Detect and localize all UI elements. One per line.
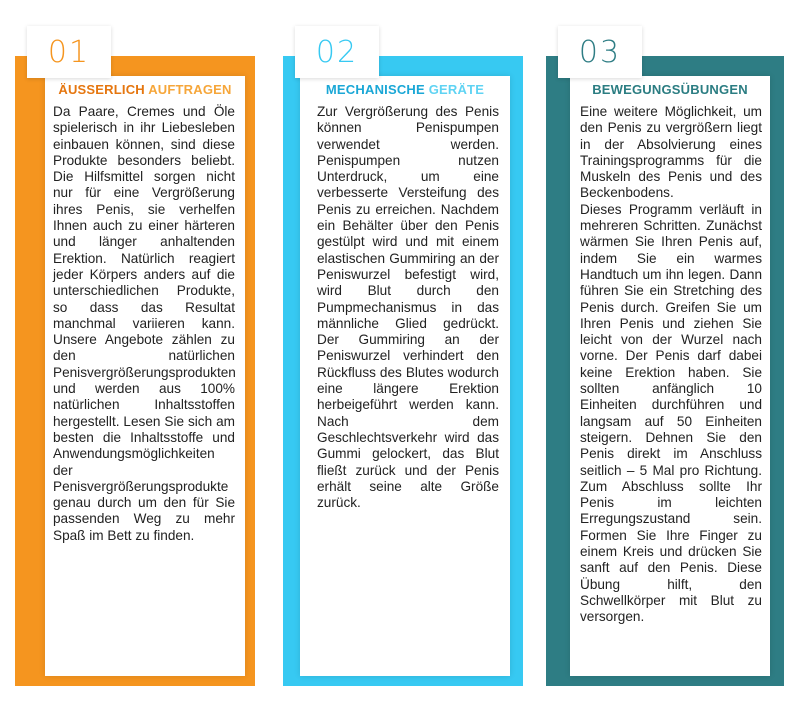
card-1-title xyxy=(45,82,245,97)
card-1-text: Da Paare, Cremes und Öle spielerisch in ihr Liebesleben einbauen können, sind diese Produkte besonders beliebt. Die Hilfsmittel sorgen nicht nur für eine Vergrößerung ihres Penis, sie verhelfen Ihnen auch zu einer härteren und länger anhaltenden Erektion. Natürlich reagiert jeder Körpers anders auf die unterschiedlichen Produkte, so dass das Resultat manchmal variieren kann. Unsere Angebote zählen zu den natürlichen Penisvergrößerungsprodukten und werden aus 100% natürlichen Inhaltsstoffen hergestellt. Lesen Sie sich am besten die Inhaltsstoffe und Anwendungsmöglichkeiten der Penisvergrößerungsprodukte genau durch um den für Sie passenden Weg zu mehr Spaß im Bett zu finden. xyxy=(53,104,236,543)
card-2-title-b: GERÄTE xyxy=(428,82,485,97)
card-3-title xyxy=(570,82,770,97)
card-2-text: Zur Vergrößerung des Penis können Penispumpen verwendet werden. Penispumpen nutzen Unterdruck, um eine verbesserte Versteifung des Penis zu erreichen. Nachdem ein Behälter über den Penis gestülpt wird und mit einem elastischen Gummiring an der Peniswurzel befestigt wird, wird Blut durch den Pumpmechanismus in das männliche Glied gedrückt. Der Gummiring an der Peniswurzel verhindert den Rückfluss des Blutes wodurch eine längere Erektion herbeigeführt werden kann. Nach dem Geschlechtsverkehr wird das Gummi gelockert, das Blut fließt zurück und der Penis erhält seine alte Größe zurück. xyxy=(317,104,499,511)
card-3-title-a: BEWEGUNGSÜBUNGEN xyxy=(592,82,748,97)
card-2-title xyxy=(300,82,510,97)
card-3-number: 03 xyxy=(558,26,642,78)
card-1 xyxy=(15,20,255,686)
card-1-number: 01 xyxy=(27,26,111,78)
card-1-title-b: AUFTRAGEN xyxy=(148,82,232,97)
card-3 xyxy=(546,20,784,686)
card-2 xyxy=(283,20,523,686)
card-2-title-a: MECHANISCHE xyxy=(325,82,425,97)
card-3-text: Eine weitere Möglichkeit, um den Penis zu vergrößern liegt in der Absolvierung eines Trainingsprogramms für die Muskeln des Penis und des Beckenbodens. Dieses Programm verläuft in mehreren Schritten. Zunächst wärmen Sie Ihren Penis auf, indem Sie ein warmes Handtuch um ihn legen. Dann führen Sie ein Stretching des Penis durch. Greifen Sie um Ihren Penis und ziehen Sie leicht von der Wurzel nach vorne. Der Penis darf dabei keine Erektion haben. Sie sollten anfänglich 10 Einheiten durchführen und langsam auf 50 Einheiten steigern. Dehnen Sie den Penis direkt im Anschluss seitlich – 5 Mal pro Richtung. Zum Abschluss sollte Ihr Penis im leichten Erregungszustand sein. Formen Sie Ihre Finger zu einem Kreis und drücken Sie sanft auf den Penis. Diese Übung hilft, den Schwellkörper mit Blut zu versorgen. xyxy=(580,104,762,625)
card-1-title-a: ÄUSSERLICH xyxy=(58,82,145,97)
card-2-number: 02 xyxy=(295,26,379,78)
